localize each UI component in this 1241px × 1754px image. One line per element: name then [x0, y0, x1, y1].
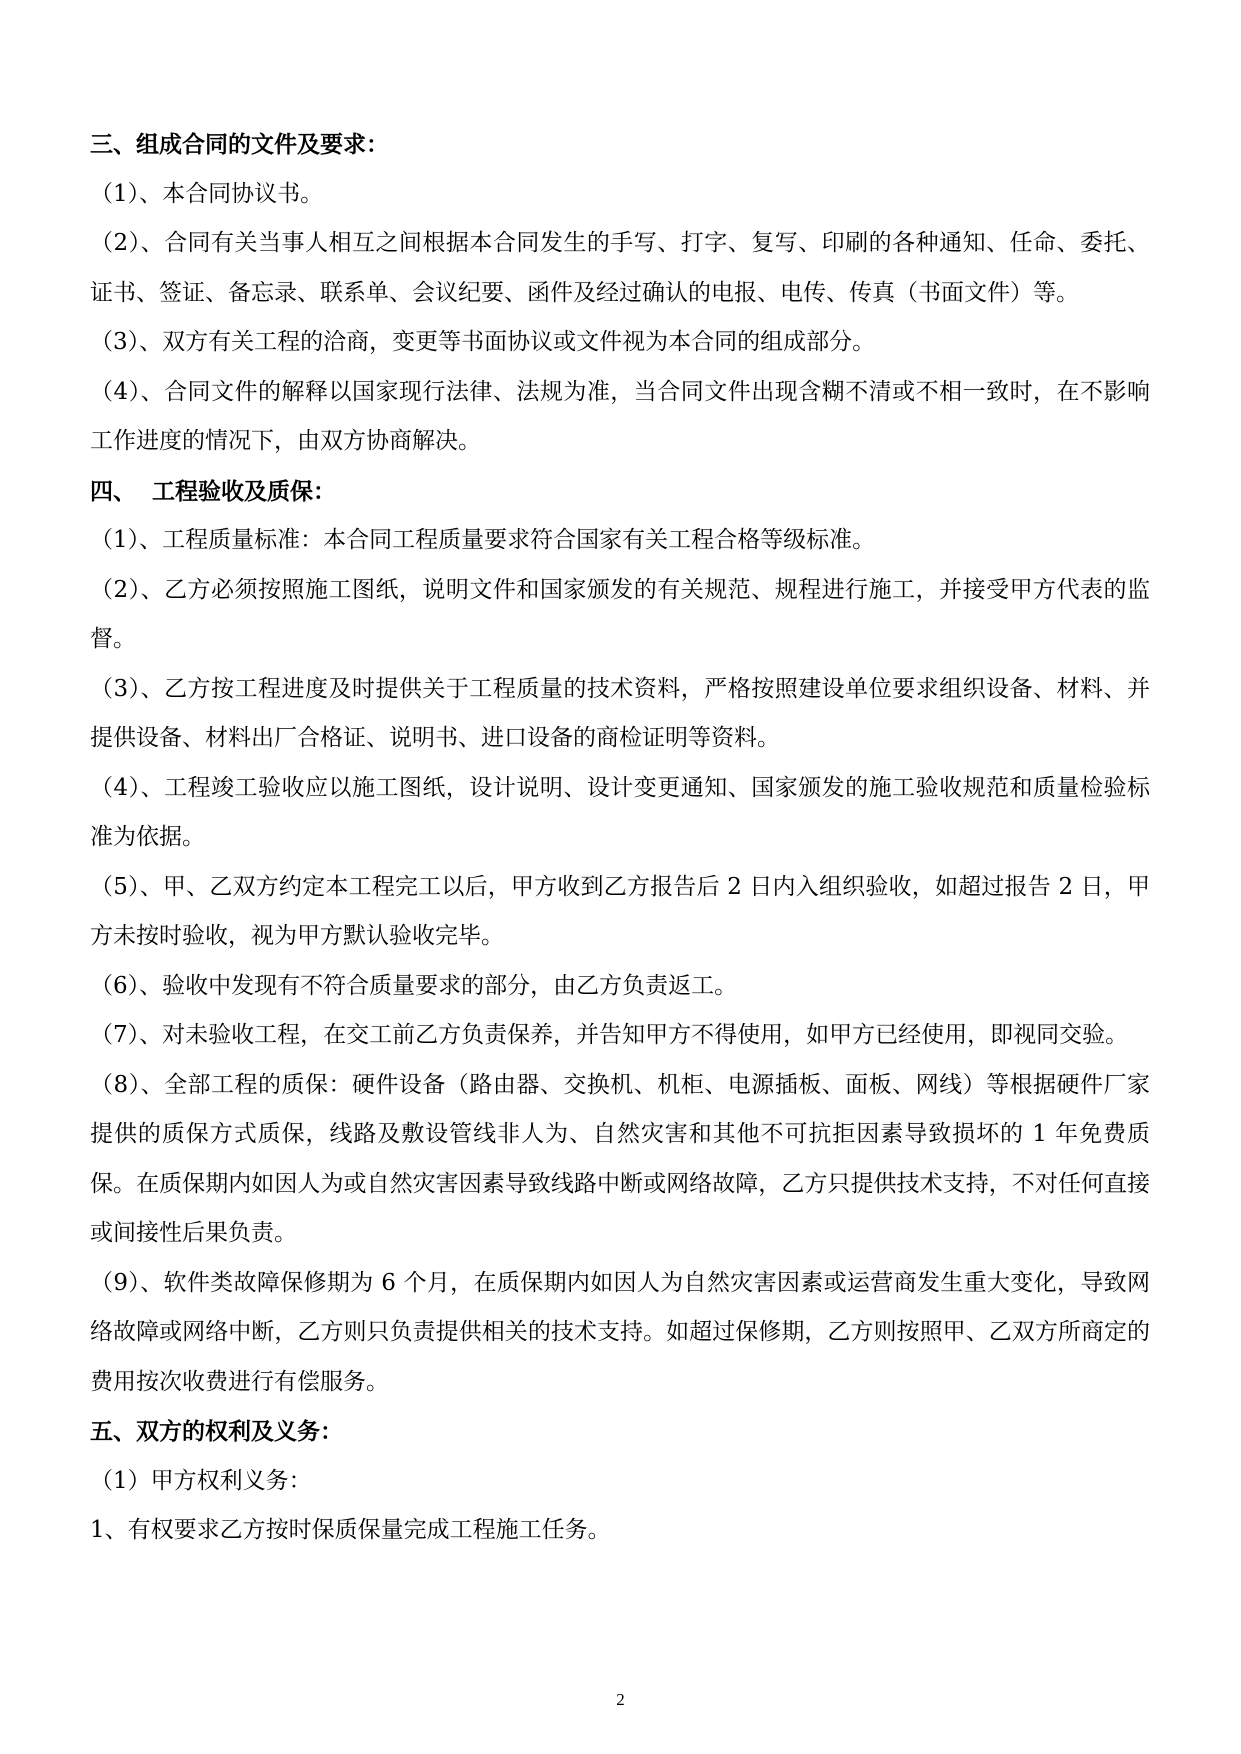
- section-4-heading: 四、 工程验收及质保：: [90, 477, 337, 505]
- section-4-item-8: （8）、全部工程的质保：硬件设备（路由器、交换机、机柜、电源插板、面板、网线）等根据硬件厂家提供的质保方式质保，线路及敷设管线非人为、自然灾害和其他不可抗拒因素导致损坏的 1 年免费质保。在质保期内如因人为或自然灾害因素导致线路中断或网络故障，乙方只提供技术支持，不对任何直接或间接性后果负责。: [90, 1071, 1150, 1246]
- section-4-item-3: （3）、乙方按工程进度及时提供关于工程质量的技术资料，严格按照建设单位要求组织设备、材料、并提供设备、材料出厂合格证、说明书、进口设备的商检证明等资料。: [90, 675, 1150, 751]
- section-4-item-7: （7）、对未验收工程，在交工前乙方负责保养，并告知甲方不得使用，如甲方已经使用，即视同交验。: [90, 1022, 1129, 1048]
- section-3-item-3: （3）、双方有关工程的洽商，变更等书面协议或文件视为本合同的组成部分。: [90, 329, 876, 355]
- section-3-item-1: （1）、本合同协议书。: [90, 180, 324, 207]
- page-number: 2: [616, 1690, 625, 1709]
- section-4-item-6: （6）、验收中发现有不符合质量要求的部分，由乙方负责返工。: [90, 972, 738, 999]
- section-3-item-4: （4）、合同文件的解释以国家现行法律、法规为准，当合同文件出现含糊不清或不相一致时，在不影响工作进度的情况下，由双方协商解决。: [90, 378, 1150, 454]
- section-3-heading: 三、组成合同的文件及要求：: [90, 131, 389, 158]
- section-4-item-4: （4）、工程竣工验收应以施工图纸，设计说明、设计变更通知、国家颁发的施工验收规范和质量检验标准为依据。: [90, 774, 1150, 850]
- section-5-item-1: （1）甲方权利义务：: [90, 1467, 312, 1494]
- section-5-item-2: 1、有权要求乙方按时保质保量完成工程施工任务。: [90, 1517, 611, 1543]
- section-4-item-9: （9）、软件类故障保修期为 6 个月，在质保期内如因人为自然灾害因素或运营商发生重大变化，导致网络故障或网络中断，乙方则只负责提供相关的技术支持。如超过保修期，乙方则按照甲、乙双方所商定的费用按次收费进行有偿服务。: [90, 1269, 1150, 1395]
- document-body: [90, 120, 1150, 1556]
- section-3-item-2: （2）、合同有关当事人相互之间根据本合同发生的手写、打字、复写、印刷的各种通知、任命、委托、证书、签证、备忘录、联系单、会议纪要、函件及经过确认的电报、电传、传真（书面文件）等。: [90, 230, 1150, 306]
- section-5-heading: 五、双方的权利及义务：: [90, 1418, 343, 1445]
- section-4-item-5: （5）、甲、乙双方约定本工程完工以后，甲方收到乙方报告后 2 日内入组织验收，如超过报告 2 日，甲方未按时验收，视为甲方默认验收完毕。: [90, 873, 1150, 949]
- section-4-item-2: （2）、乙方必须按照施工图纸，说明文件和国家颁发的有关规范、规程进行施工，并接受甲方代表的监督。: [90, 576, 1150, 652]
- section-4-item-1: （1）、工程质量标准：本合同工程质量要求符合国家有关工程合格等级标准。: [90, 527, 876, 553]
